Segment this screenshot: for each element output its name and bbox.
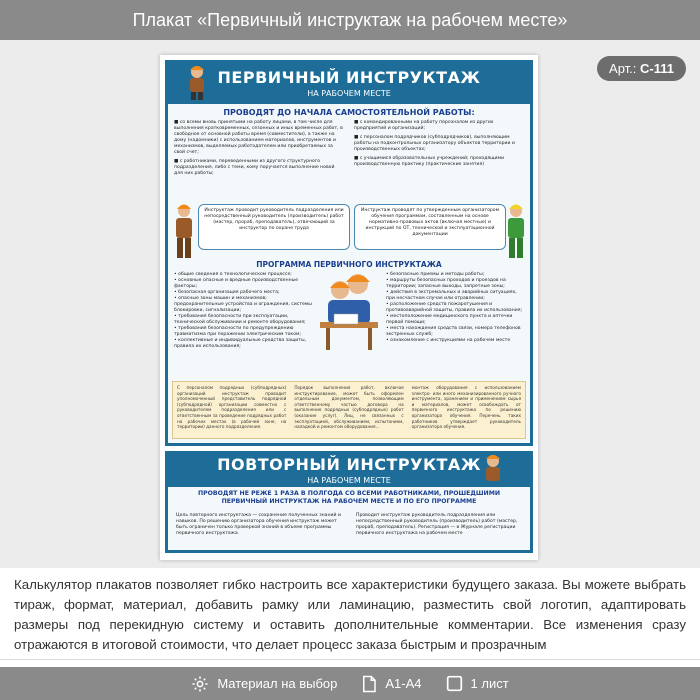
list-item: ■ с работниками, переведенными из другого структурного подразделения, либо с теми, кому поручается выполнение новой для них работы; [174, 159, 335, 176]
list-item: • действия в экстремальных и аварийных ситуациях, при несчастном случае или отравлении; [386, 290, 517, 301]
note-text: С персоналом подрядных (субподрядных) организаций инструктаж проводит уполномоченный представитель подрядной (субподрядной) организации совместно с руководителем подразделения или с ответственным за проведение подрядных работ на рабочих местах (в рабочей зоне, на территории) данного подразделения. [177, 385, 287, 430]
worker-left-icon [172, 202, 196, 258]
square-icon [446, 675, 463, 692]
divider [0, 659, 700, 660]
list-item: • маршруты безопасных проходов и проездов на территории; запасные выходы, запретные зоны; [386, 278, 506, 289]
list-item: • расположение средств пожаротушения и противоаварийной защиты, правила их использования; [386, 302, 523, 313]
list-item: • безопасная организация рабочего места; [174, 290, 280, 295]
feature-material-label: Материал на выбор [217, 676, 338, 691]
page-title-bar [0, 0, 700, 40]
poster-title: ПЕРВИЧНЫЙ ИНСТРУКТАЖ [217, 68, 481, 87]
repeat-left-text: Цель повторного инструктажа — сохранение полученных знаний и навыков. По решению организатора обучения инструктаж может быть ограничен только проверкой знаний в объеме программы первичного инструктажа. [176, 513, 341, 536]
gear-icon [191, 675, 209, 693]
list-item: • основные опасные и вредные производственные факторы; [174, 278, 299, 289]
poster-panel-body [168, 104, 530, 443]
list-item: • местоположение медицинского пункта и аптечки первой помощи; [386, 314, 513, 325]
worker-illustration-icon [481, 453, 505, 485]
feature-sheets [446, 675, 509, 692]
section-heading: ПРОВОДЯТ НЕ РЕЖЕ 1 РАЗА В ПОЛГОДА СО ВСЕМИ РАБОТНИКАМИ, ПРОШЕДШИМИ ПЕРВИЧНЫЙ ИНСТРУКТАЖ НА РАБОЧЕМ МЕСТЕ И ПО ЕГО ПРОГРАММЕ [197, 490, 501, 505]
feature-material [191, 675, 337, 693]
list-item: • опасные зоны машин и механизмов; предохранительные устройства и ограждения, системы блокировки, сигнализации; [174, 296, 312, 313]
product-description: Калькулятор плакатов позволяет гибко настроить все характеристики будущего заказа. Вы можете выбрать тираж, формат, материал, добавить рамку или ламинацию, разместить свой логотип, адаптировать размеры под перекидную систему и оставить дополнительные комментарии. Все изменения сразу отражаются в итоговой стоимости, что делает процесс заказа быстрым и прозрачным [14, 577, 686, 652]
list-item: ■ с командированными на работу персоналом из других предприятий и организаций; [354, 120, 494, 131]
list-item: • требования безопасности по предупреждению травматизма при поражении электрическим током; [174, 326, 302, 337]
poster-panel-primary [165, 60, 533, 446]
repeat-right-text: Проводит инструктаж руководитель подразделения или непосредственный руководитель (производитель) работ (мастер, прораб, преподаватель). Регистрация — в Журнале регистрации первичного инструктажа на рабочем месте [356, 513, 518, 536]
poster-panel-repeat [165, 451, 533, 553]
worker-illustration-icon [185, 64, 209, 100]
article-badge [597, 56, 686, 81]
worker-right-icon [504, 202, 528, 258]
list-item: ■ с учащимися образовательных учреждений; проходящими производственную практику (практические занятия) [354, 156, 504, 167]
section-heading: ПРОВОДЯТ ДО НАЧАЛА САМОСТОЯТЕЛЬНОЙ РАБОТЫ: [223, 108, 475, 117]
note-text: монтаж оборудования с использованием электро- или иного механизированного ручного инструмента, хранением и применением сырья и материалов, может освобождать от первичного инструктажа по решению организатора обучения. Перечень таких работников утверждает руководитель организатора обучения. [411, 385, 521, 430]
poster-image[interactable] [160, 55, 538, 560]
info-box-left: Инструктаж проводит руководитель подразделения или непосредственный руководитель (производитель) работ (мастер, прораб, преподаватель), отвечающий за инструктор по охране труда [198, 204, 350, 250]
student-reading-icon [316, 270, 382, 350]
feature-format [361, 675, 421, 693]
poster-subtitle: НА РАБОЧЕМ МЕСТЕ [307, 476, 391, 485]
list-item: • безопасные приемы и методы работы; [386, 272, 485, 277]
article-label: Арт.: [609, 61, 637, 76]
left-list [174, 120, 344, 177]
list-item: ■ со всеми вновь принятыми на работу лицами, в том числе для выполнения кратковременных, сезонных и иных временных работ, в свободное от основной работы время (совместители), а также на дому (надомники) с использованием материалов, инструментов и механизмов, выделяемых работодателем или приобретаемых за свой счет; [174, 120, 343, 155]
list-item: • требования безопасности при эксплуатации, технической обслуживании и ремонте оборудования; [174, 314, 306, 325]
feature-format-label: А1-А4 [385, 676, 422, 691]
poster-panel-header [165, 451, 533, 487]
page-title: Плакат «Первичный инструктаж на рабочем месте» [132, 9, 568, 30]
poster-title: ПОВТОРНЫЙ ИНСТРУКТАЖ [217, 455, 481, 474]
poster-panel-header [165, 60, 533, 106]
poster-panel-body [168, 487, 530, 550]
info-box-right: Инструктаж проводят по утвержденным организатором обучения программам, составленным на основе нормативно-правовых актов (включая местные) и инструкций по ОТ, технической и эксплуатационной документации [354, 204, 506, 250]
list-item: • коллективные и индивидуальные средства защиты, правила их использования; [174, 338, 307, 349]
document-icon [361, 675, 377, 693]
poster-bottom-notes [172, 381, 526, 439]
poster-subtitle: НА РАБОЧЕМ МЕСТЕ [307, 89, 391, 98]
article-code: С-111 [640, 61, 674, 76]
feature-sheets-label: 1 лист [470, 676, 509, 691]
note-text: Порядок выполнения работ, включая инструктирование, может быть оформлен отдельным документом, позволяющим ответственному частью договора на выполнение подрядных (субподрядных) работ (оказание услуг). Лиц, не связанных с эксплуатацией, обслуживанием, испытанием, наладкой и ремонтом оборудования... [294, 385, 404, 430]
list-item: • ознакомление с инструкциями на рабочем месте [386, 338, 511, 343]
list-item: • места нахождения средств связи, номера телефонов экстренных служб; [386, 326, 521, 337]
program-right-list [386, 272, 524, 344]
right-list [354, 120, 524, 168]
list-item: • общие сведения о технологическом процессе; [174, 272, 292, 277]
list-item: ■ с персоналом подрядчиков (субподрядчиков), выполняющим работы на подконтрольных организатору объектов территории и производственных объектах; [354, 135, 515, 152]
program-left-list [174, 272, 312, 350]
product-image-area [0, 40, 700, 568]
program-heading: ПРОГРАММА ПЕРВИЧНОГО ИНСТРУКТАЖА [256, 260, 442, 269]
feature-bar [0, 667, 700, 700]
